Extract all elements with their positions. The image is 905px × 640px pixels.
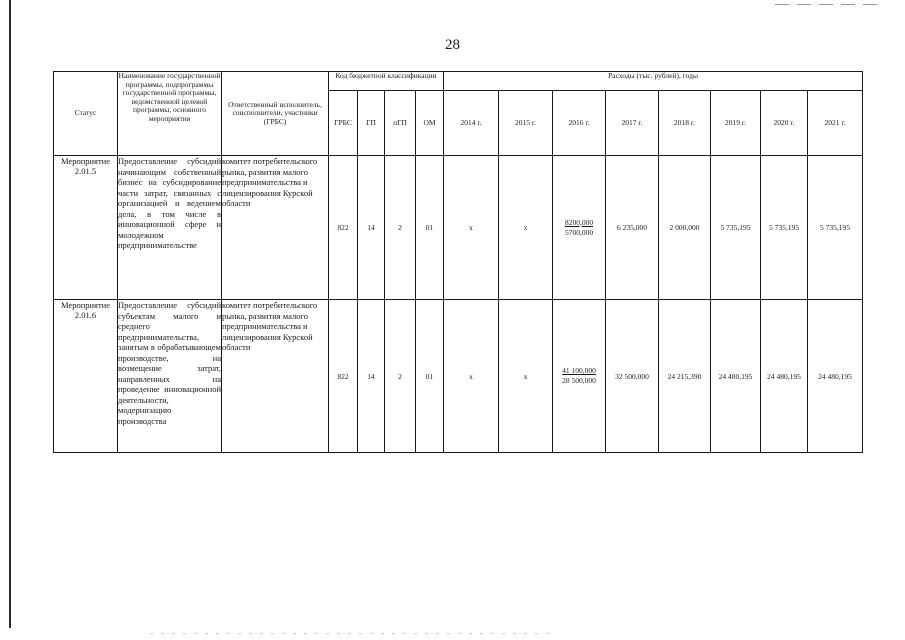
header-year-2020: 2020 г.: [761, 91, 808, 156]
budget-table: [53, 71, 863, 453]
row-value-2016-revised: 5700,000: [564, 227, 594, 237]
row-value-2014: х: [444, 300, 499, 453]
row-value-2017: 6 235,000: [606, 156, 659, 300]
table-row: [54, 156, 863, 300]
row-value-2014: х: [444, 156, 499, 300]
header-year-2016: 2016 г.: [553, 91, 606, 156]
row-value-2021: 24 480,195: [808, 300, 863, 453]
scan-binding-edge: [9, 0, 11, 628]
header-year-2017: 2017 г.: [606, 91, 659, 156]
scan-artifact-bottom: [150, 633, 550, 634]
row-value-2015: х: [499, 156, 553, 300]
row-responsible: комитет потребительского рынка, развития малого предпринимательства и лицензирования Курской области: [222, 300, 329, 453]
row-grbs: 822: [329, 156, 358, 300]
row-value-2016-revised: 28 500,000: [562, 376, 596, 385]
header-expenses: Расходы (тыс. рублей), годы: [444, 72, 863, 91]
header-year-2021: 2021 г.: [808, 91, 863, 156]
row-status: Мероприятие 2.01.5: [54, 156, 118, 300]
row-value-2016: [553, 300, 606, 453]
row-value-2019: 24 480,195: [711, 300, 761, 453]
row-value-2020: 5 735,195: [761, 156, 808, 300]
row-pgp: 2: [385, 300, 416, 453]
header-program-name: Наименование государственной программы, подпрограммы государственной программы, ведомственной целевой программы, основного мероприятия: [118, 72, 222, 156]
row-pgp: 2: [385, 156, 416, 300]
header-om: ОМ: [416, 91, 444, 156]
table-row: [54, 300, 863, 453]
row-value-2019: 5 735,195: [711, 156, 761, 300]
row-value-2016-original: 41 100,000: [562, 366, 596, 375]
row-status: Мероприятие 2.01.6: [54, 300, 118, 453]
header-year-2015: 2015 г.: [499, 91, 553, 156]
row-om: 01: [416, 300, 444, 453]
header-responsible: Ответственный исполнитель, соисполнители, участники (ГРБС): [222, 72, 329, 156]
header-gp: ГП: [358, 91, 385, 156]
header-status: Статус: [54, 72, 118, 156]
header-budget-code: Код бюджетной классификации: [329, 72, 444, 91]
header-year-2019: 2019 г.: [711, 91, 761, 156]
row-value-2018: 24 215,390: [659, 300, 711, 453]
row-program-name: Предоставление субсидий начинающим собственный бизнес на субсидирование части затрат, связанных с организацией и ведением дела, в том числе в инновационной сфере и молодежном предпринимательстве: [118, 156, 222, 300]
scan-artifact-top: [775, 4, 885, 5]
row-value-2018: 2 000,000: [659, 156, 711, 300]
row-program-name: Предоставление субсидий субъектам малого и среднего предпринимательства, занятым в обрабатывающем производстве, на возмещение затрат, направленных на проведение инновационной деятельности, модернизацию производства: [118, 300, 222, 453]
row-gp: 14: [358, 156, 385, 300]
row-gp: 14: [358, 300, 385, 453]
page-number: 28: [445, 37, 460, 53]
header-year-2018: 2018 г.: [659, 91, 711, 156]
row-om: 01: [416, 156, 444, 300]
header-grbs: ГРБС: [329, 91, 358, 156]
row-grbs: 822: [329, 300, 358, 453]
row-value-2021: 5 735,195: [808, 156, 863, 300]
header-pgp: пГП: [385, 91, 416, 156]
row-responsible: комитет потребительского рынка, развития малого предпринимательства и лицензирования Курской области: [222, 156, 329, 300]
row-value-2017: 32 500,000: [606, 300, 659, 453]
row-value-2020: 24 480,195: [761, 300, 808, 453]
row-value-2016-original: 8200,000: [564, 217, 594, 227]
row-value-2015: х: [499, 300, 553, 453]
row-value-2016: [553, 156, 606, 300]
header-year-2014: 2014 г.: [444, 91, 499, 156]
